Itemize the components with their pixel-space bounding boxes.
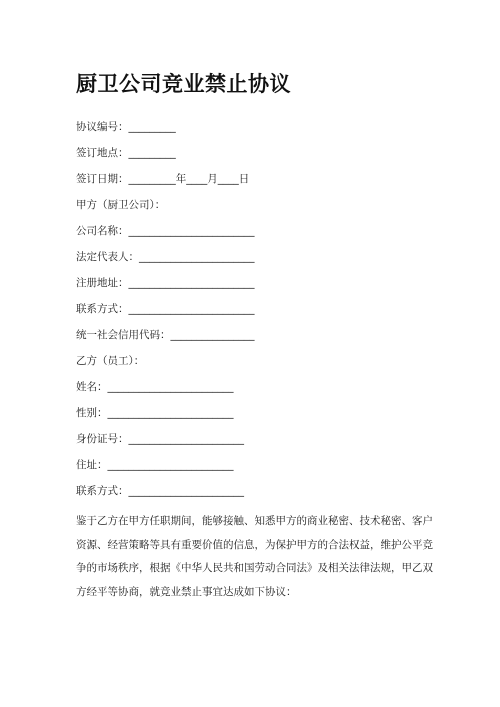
party-a-heading: 甲方（厨卫公司）： xyxy=(76,199,166,211)
registered-address-line: 注册地址：________________________ xyxy=(76,277,255,289)
signing-place-line: 签订地点：_________ xyxy=(76,147,176,159)
paragraph-line: 鉴于乙方在甲方任职期间，能够接触、知悉甲方的商业秘密、技术秘密、客户 xyxy=(76,515,433,527)
preamble-paragraph xyxy=(76,510,433,604)
agreement-number-line: 协议编号：_________ xyxy=(76,121,176,133)
party-a-contact-line: 联系方式：________________________ xyxy=(76,303,255,315)
signing-date-line: 签订日期：_________年____月____日 xyxy=(76,173,250,185)
document-title: 厨卫公司竞业禁止协议 xyxy=(76,72,291,96)
paragraph-line: 争的市场秩序，根据《中华人民共和国劳动合同法》及相关法律法规，甲乙双 xyxy=(76,562,433,574)
gender-line: 性别：________________________ xyxy=(76,407,234,419)
company-name-line: 公司名称：________________________ xyxy=(76,225,255,237)
employee-name-line: 姓名：________________________ xyxy=(76,381,234,393)
credit-code-line: 统一社会信用代码：________________ xyxy=(76,329,255,341)
legal-representative-line: 法定代表人：______________________ xyxy=(76,251,255,263)
paragraph-line: 资源、经营策略等具有重要价值的信息，为保护甲方的合法权益，维护公平竞 xyxy=(76,538,433,551)
paragraph-line: 方经平等协商，就竞业禁止事宜达成如下协议： xyxy=(76,585,297,598)
party-b-heading: 乙方（员工）： xyxy=(76,355,145,367)
party-b-contact-line: 联系方式：______________________ xyxy=(76,485,244,497)
id-number-line: 身份证号：______________________ xyxy=(76,433,244,445)
address-line: 住址：________________________ xyxy=(76,459,234,471)
